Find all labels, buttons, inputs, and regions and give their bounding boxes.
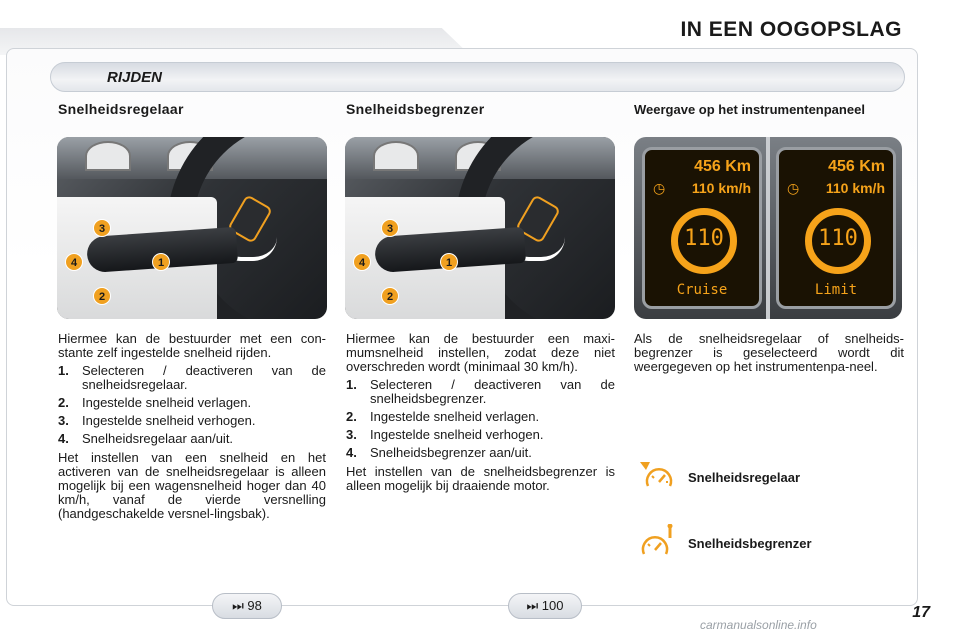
column-title-cruise: Snelheidsregelaar xyxy=(58,101,184,117)
callout-3: 3 xyxy=(93,219,111,237)
setpoint-value: 110 xyxy=(818,226,858,251)
cruise-steps xyxy=(58,364,326,446)
legend-cruise-label: Snelheidsregelaar xyxy=(688,470,800,485)
section-bar xyxy=(50,62,905,92)
legend-limiter-label: Snelheidsbegrenzer xyxy=(688,536,812,551)
limiter-note: Het instellen van de snelheidsbegrenzer is alleen mogelijk bij draaiende motor. xyxy=(346,464,615,493)
speed-limiter-icon: ◷ xyxy=(787,180,800,196)
list-item: 2. Ingestelde snelheid verlagen. xyxy=(58,395,252,410)
display-divider xyxy=(766,137,770,319)
cruise-intro: Hiermee kan de bestuurder met een con-stante zelf ingestelde snelheid rijden. xyxy=(58,331,326,360)
callout-1: 1 xyxy=(152,253,170,271)
page-frame xyxy=(6,48,918,606)
list-item: 1. Selecteren / deactiveren van de snelheidsbegrenzer. xyxy=(346,377,615,406)
instrument-cluster-photo xyxy=(634,137,902,319)
distance-readout: 456 Km xyxy=(828,158,885,175)
page-ref-98[interactable]: ⏭ 98 xyxy=(212,593,282,619)
callout-4: 4 xyxy=(65,253,83,271)
callout-2: 2 xyxy=(381,287,399,305)
column-title-display: Weergave op het instrumentenpaneel xyxy=(634,102,865,117)
cruise-display xyxy=(642,147,762,309)
limiter-text-block xyxy=(346,332,615,493)
callout-1: 1 xyxy=(440,253,458,271)
column-title-limiter: Snelheidsbegrenzer xyxy=(346,101,485,117)
list-item: 3. Ingestelde snelheid verhogen. xyxy=(58,413,256,428)
section-title: RIJDEN xyxy=(107,69,163,86)
cruise-note: Het instellen van een snelheid en het activeren van de snelheidsregelaar is alleen mogelijk bij een wagensnelheid hoger dan 40 km/h, vanaf de vierde versnelling (handgeschakelde versnel-lingsbak). xyxy=(58,450,326,521)
limiter-display xyxy=(776,147,896,309)
list-item: 3. Ingestelde snelheid verhogen. xyxy=(346,427,544,442)
display-intro: Als de snelheidsregelaar of snelheids-begrenzer is geselecteerd wordt dit weergegeven op het instrumentenpa-neel. xyxy=(634,331,904,374)
mode-label: Limit xyxy=(814,282,858,298)
list-item: 4. Snelheidsregelaar aan/uit. xyxy=(58,431,234,446)
list-item: 4. Snelheidsbegrenzer aan/uit. xyxy=(346,445,532,460)
setpoint-value: 110 xyxy=(684,226,724,251)
display-text-block xyxy=(634,332,904,374)
distance-readout: 456 Km xyxy=(694,158,751,175)
cruise-control-icon xyxy=(640,460,678,494)
list-item: 2. Ingestelde snelheid verlagen. xyxy=(346,409,540,424)
cruise-control-photo xyxy=(57,137,327,319)
callout-4: 4 xyxy=(353,253,371,271)
cruise-control-icon: ◷ xyxy=(653,180,666,196)
speed-readout: 110 km/h xyxy=(825,180,885,196)
list-item: 1. Selecteren / deactiveren van de snelheidsregelaar. xyxy=(58,363,326,392)
page-number: 17 xyxy=(912,604,930,621)
callout-2: 2 xyxy=(93,287,111,305)
watermark: carmanualsonline.info xyxy=(700,618,817,632)
limiter-steps xyxy=(346,378,615,460)
gauge xyxy=(373,141,419,171)
speed-limiter-photo xyxy=(345,137,615,319)
mode-label: Cruise xyxy=(676,282,728,298)
callout-3: 3 xyxy=(381,219,399,237)
limiter-intro: Hiermee kan de bestuurder een maxi-mumsnelheid instellen, zodat deze niet overschreden wordt (minimaal 30 km/h). xyxy=(346,331,615,374)
page-ref-100[interactable]: ⏭ 100 xyxy=(508,593,582,619)
cruise-text-block xyxy=(58,332,326,521)
speed-limiter-icon xyxy=(640,524,678,558)
speed-readout: 110 km/h xyxy=(691,180,751,196)
page-title: IN EEN OOGOPSLAG xyxy=(680,18,902,41)
gauge xyxy=(85,141,131,171)
